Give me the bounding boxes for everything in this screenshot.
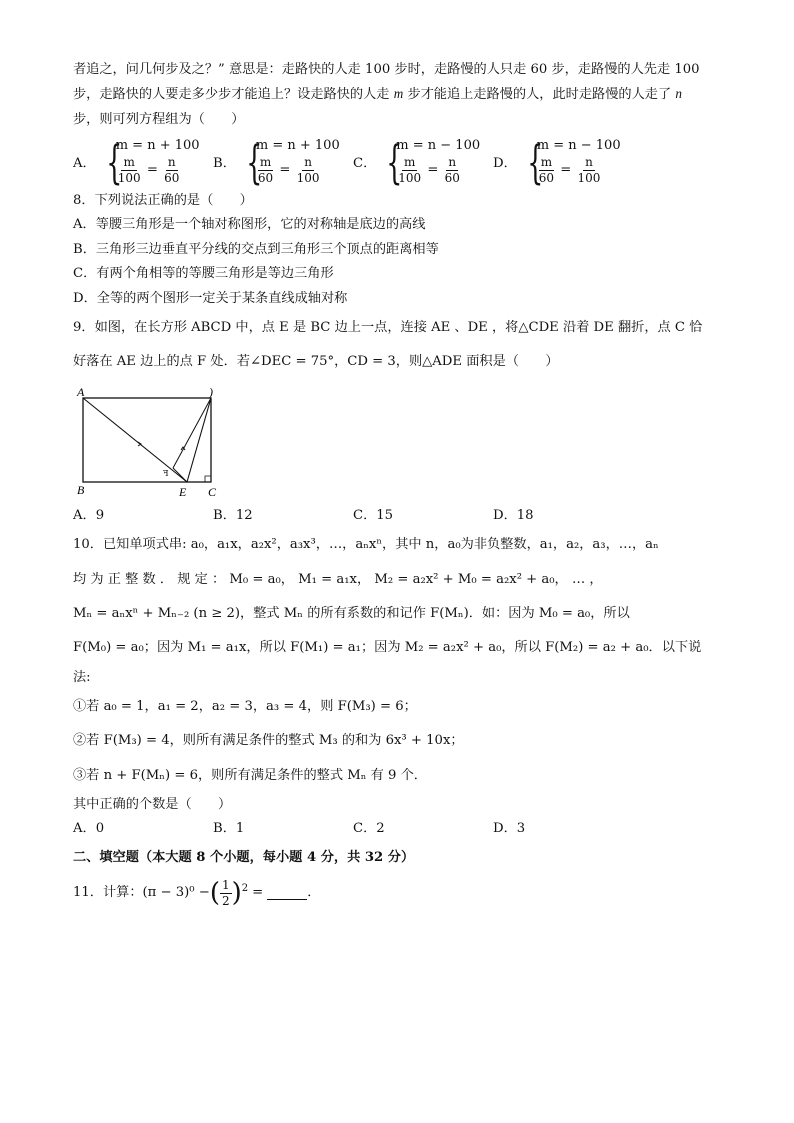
q10-option-b[interactable]: B．1 (213, 821, 245, 837)
segment-df (173, 398, 211, 468)
q9-option-c[interactable]: C．15 (353, 507, 394, 523)
q9-option-d[interactable]: D．18 (493, 507, 534, 523)
rectangle-fold-diagram (75, 386, 235, 498)
q7-line-2: 步，走路快的人要走多少步才能追上？设走路快的人走 m 步才能追上走路慢的人，此时走路慢的人走了 n (73, 86, 682, 103)
q9-option-a[interactable]: A．9 (73, 507, 105, 523)
q10-line-3: Mₙ = aₙxⁿ + Mₙ₋₂ (n ≥ 2)，整式 Mₙ 的所有系数的和记作 F(Mₙ)．如：因为 M₀ = a₀，所以 (73, 605, 630, 621)
q9-figure (75, 386, 723, 502)
q9-stem-1: 9．如图，在长方形 ABCD 中，点 E 是 BC 边上一点，连接 AE 、DE ，将△CDE 沿着 DE 翻折，点 C 恰 (73, 320, 703, 336)
q10-statement-1: ①若 a₀ = 1，a₁ = 2，a₂ = 3，a₃ = 4，则 F(M₃) = 6； (73, 698, 417, 714)
q11-suffix: ． (307, 884, 321, 900)
q7-options (73, 134, 723, 189)
section-2-heading: 二、填空题（本大题 8 个小题，每小题 4 分，共 32 分） (73, 849, 415, 865)
q11-answer-blank[interactable] (267, 887, 307, 900)
label-e: E (179, 484, 187, 498)
q8-option-c[interactable]: C．有两个角相等的等腰三角形是等边三角形 (73, 266, 334, 282)
q11-frac-num: 1 (222, 878, 230, 893)
q7-option-c[interactable]: C． { m = n − 100 $\frac{m}{100}$ = $\frac{n}{60}$ (353, 134, 481, 189)
q10-statement-3: ③若 n + F(Mₙ) = 6，则所有满足条件的整式 Mₙ 有 9 个． (73, 767, 427, 783)
q7-line-2-b: 步才能追上走路慢的人，此时走路慢的人走了 (407, 87, 672, 103)
q8-stem: 8．下列说法正确的是（ ） (73, 193, 253, 209)
q10-option-c[interactable]: C．2 (353, 821, 385, 837)
right-angle-mark (205, 476, 211, 482)
q7-option-a[interactable]: A． { m = n + 100 $\frac{m}{100}$ = $\frac{n}{60}$ (73, 134, 200, 189)
q10-options (73, 817, 723, 841)
q10-option-a[interactable]: A．0 (73, 821, 105, 837)
q8-option-b[interactable]: B．三角形三边垂直平分线的交点到三角形三个顶点的距离相等 (73, 241, 439, 257)
q8-option-d[interactable]: D．全等的两个图形一定关于某条直线成轴对称 (73, 290, 348, 306)
q10-line-1: 10．已知单项式串: a₀，a₁x，a₂x²，a₃x³，…，aₙxⁿ，其中 n，a₀为非负整数，a₁，a₂，a₃，…，aₙ (73, 537, 659, 553)
q11: 11．计算：(π − 3)⁰ − ( $\frac{1}{2}$ ) $^2$ = ． (73, 878, 321, 909)
q8-option-a[interactable]: A．等腰三角形是一个轴对称图形，它的对称轴是底边的高线 (73, 217, 426, 233)
q9-options (73, 504, 723, 528)
label-b: B (77, 482, 85, 497)
label-c: C (208, 484, 217, 498)
q11-power: 2 (241, 883, 249, 895)
q9-stem-2: 好落在 AE 边上的点 F 处．若∠DEC = 75°，CD = 3，则△ADE 面积是（ ） (73, 354, 559, 370)
label-a: A (77, 385, 85, 399)
q11-frac-den: 2 (222, 893, 230, 908)
q10-option-d[interactable]: D．3 (493, 821, 526, 837)
label-d: ) (209, 385, 213, 399)
segment-ae (83, 398, 187, 482)
q10-line-4: F(M₀) = a₀；因为 M₁ = a₁x，所以 F(M₁) = a₁；因为 M₂ = a₂x² + a₀，所以 F(M₂) = a₂ + a₀．以下说 (73, 640, 702, 656)
segment-ef (173, 468, 187, 482)
q7-line-1: 者追之，问几何步及之？” 意思是：走路快的人走 100 步时，走路慢的人只走 60 步，走路慢的人先走 100 (73, 62, 700, 77)
q9-option-b[interactable]: B．12 (213, 507, 253, 523)
q7-line-3: 步，则可列方程组为（ ） (73, 111, 245, 127)
q11-prefix: 11．计算：(π − 3)⁰ − (73, 884, 210, 900)
rectangle-abcd (83, 398, 211, 482)
exam-page (73, 58, 723, 908)
q7-option-d[interactable]: D． { m = n − 100 $\frac{m}{60}$ = $\frac{n}{100}$ (493, 134, 621, 189)
q10-line-2: 均 为 正 整 数 ． 规 定 ： M₀ = a₀， M₁ = a₁x， M₂ = a₂x² + M₀ = a₂x² + a₀， … ， (73, 571, 603, 587)
q10-statement-2: ②若 F(M₃) = 4，则所有满足条件的整式 M₃ 的和为 6x³ + 10x； (73, 733, 464, 749)
q10-line-5: 法: (73, 669, 91, 685)
angle-mark: ꟻ (163, 468, 169, 478)
q7-line-2-a: 步，走路快的人要走多少步才能追上？设走路快的人走 (73, 87, 390, 103)
q10-ask: 其中正确的个数是（ ） (73, 796, 232, 812)
q7-option-b[interactable]: B． { m = n + 100 $\frac{m}{60}$ = $\frac{n}{100}$ (213, 134, 340, 189)
segment-de (187, 398, 211, 482)
